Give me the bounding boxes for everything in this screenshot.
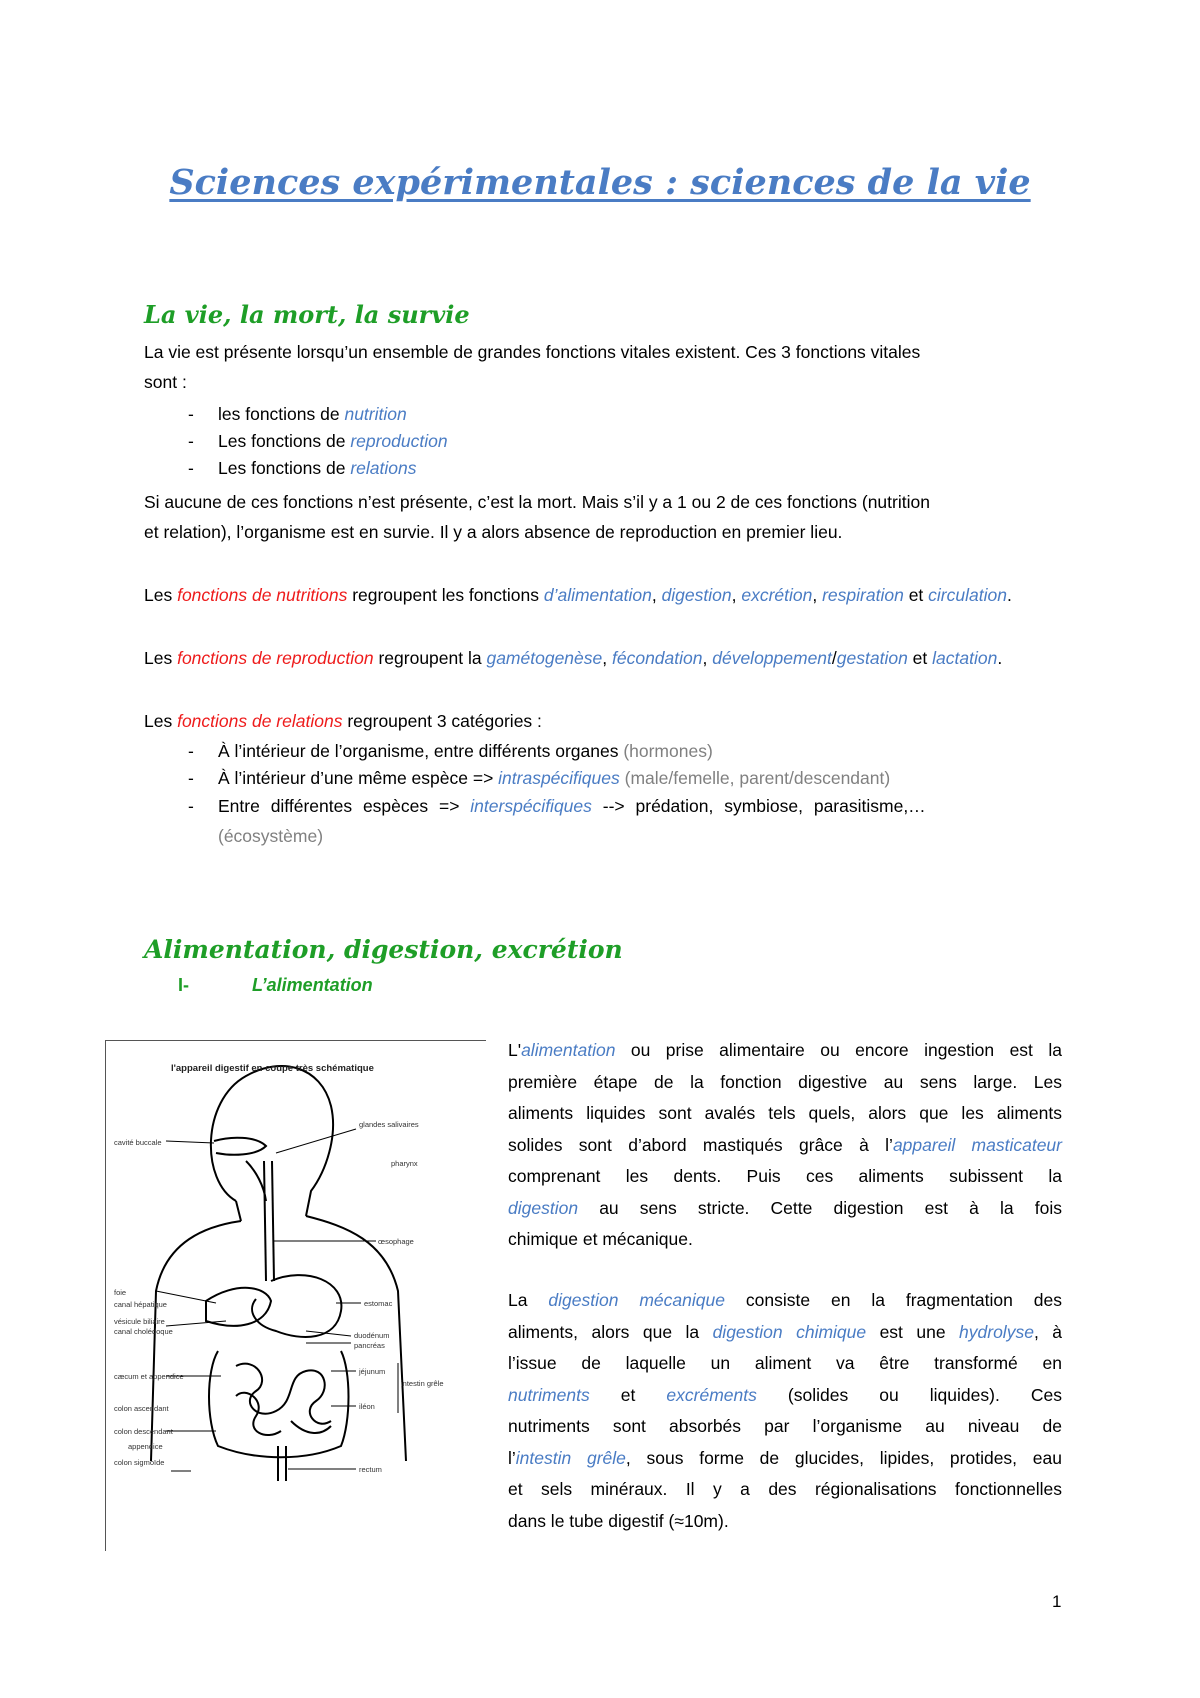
intro-paragraph: [144, 337, 1062, 397]
text: l’issue de laquelle un aliment va être transformé en: [508, 1353, 1062, 1373]
subsection-title: L’alimentation: [252, 975, 373, 995]
svg-text:vésicule biliaire: vésicule biliaire: [114, 1317, 165, 1326]
paragraph-line: [508, 1348, 1062, 1380]
text: ou prise alimentaire ou encore ingestion est la: [615, 1040, 1062, 1060]
death-paragraph: [144, 487, 1062, 547]
list-item-nutrition: les fonctions de nutrition: [218, 404, 407, 424]
paragraph-line: [508, 1506, 1062, 1538]
svg-text:cæcum et appendice: cæcum et appendice: [114, 1372, 184, 1381]
list-item-reproduction: Les fonctions de reproduction: [218, 431, 448, 451]
page-number: 1: [1052, 1592, 1062, 1611]
digestion-paragraph: [508, 1285, 1062, 1537]
text: et: [589, 1384, 667, 1405]
svg-text:œsophage: œsophage: [378, 1237, 414, 1246]
text: aliments, alors que la: [508, 1321, 713, 1342]
svg-text:rectum: rectum: [359, 1465, 382, 1474]
term: intestin grêle: [515, 1447, 626, 1468]
paragraph-line: [508, 1474, 1062, 1506]
term: digestion chimique: [712, 1321, 867, 1342]
paragraph-line: [508, 1035, 1062, 1067]
svg-text:pancréas: pancréas: [354, 1341, 385, 1350]
svg-text:colon descendant: colon descendant: [114, 1427, 173, 1436]
svg-text:pharynx: pharynx: [391, 1159, 418, 1168]
digestive-system-figure: [105, 1040, 486, 1551]
relations-item-inter-ecosysteme: (écosystème): [218, 826, 324, 846]
svg-text:iléon: iléon: [359, 1402, 375, 1411]
text: et sels minéraux. Il y a des régionalisations fonctionnelles: [508, 1479, 1062, 1499]
relations-item-intra: À l’intérieur d’une même espèce => intraspécifiques (male/femelle, parent/descendant): [218, 768, 891, 788]
nutrition-paragraph: Les fonctions de nutritions regroupent les fonctions d’alimentation, digestion, excrétion, respiration et circulation.: [144, 585, 1012, 605]
text: , à: [1033, 1321, 1062, 1342]
intro-line-1: La vie est présente lorsqu’un ensemble de grandes fonctions vitales existent. Ces 3 fonctions vitales: [144, 342, 921, 362]
term: alimentation: [521, 1040, 616, 1060]
paragraph-line: [508, 1380, 1062, 1412]
subsection-number: I-: [178, 975, 189, 995]
svg-text:canal hépatique: canal hépatique: [114, 1300, 167, 1309]
text: comprenant les dents. Puis ces aliments subissent la: [508, 1166, 1062, 1186]
text: La: [508, 1290, 549, 1310]
paragraph-line: [508, 1067, 1062, 1099]
section-heading-vie: La vie, la mort, la survie: [144, 300, 470, 329]
text: (solides ou liquides). Ces: [756, 1384, 1062, 1405]
paragraph-line: [508, 1098, 1062, 1130]
list-dash: -: [188, 741, 194, 761]
svg-text:canal cholédoque: canal cholédoque: [114, 1327, 173, 1336]
death-line-2: et relation), l’organisme est en survie. Il y a alors absence de reproduction en premier lieu.: [144, 522, 843, 542]
list-dash: -: [188, 796, 194, 816]
text: L': [508, 1040, 522, 1060]
paragraph-line: [508, 1130, 1062, 1162]
death-line-1: Si aucune de ces fonctions n’est présente, c’est la mort. Mais s’il y a 1 ou 2 de ces fonctions (nutrition: [144, 492, 930, 512]
term: digestion: [508, 1197, 579, 1218]
list-item-relations: Les fonctions de relations: [218, 458, 417, 478]
intro-line-2: sont :: [144, 372, 187, 392]
text: , sous forme de glucides, lipides, protides, eau: [625, 1447, 1062, 1468]
svg-text:cavité buccale: cavité buccale: [114, 1138, 162, 1147]
term: digestion mécanique: [548, 1290, 725, 1310]
text: solides sont d’abord mastiqués grâce à l’: [508, 1134, 893, 1155]
reproduction-paragraph: Les fonctions de reproduction regroupent la gamétogenèse, fécondation, développement/gestation et lactation.: [144, 648, 1003, 668]
figure-caption: l'appareil digestif en coupe très schématique: [171, 1063, 374, 1074]
relations-item-organisme: À l’intérieur de l’organisme, entre différents organes (hormones): [218, 741, 713, 761]
svg-text:colon sigmoïde: colon sigmoïde: [114, 1458, 165, 1467]
term: nutriments: [508, 1384, 590, 1405]
paragraph-line: [508, 1285, 1062, 1317]
text: consiste en la fragmentation des: [724, 1290, 1062, 1310]
svg-text:glandes salivaires: glandes salivaires: [359, 1120, 419, 1129]
page-title: Sciences expérimentales : sciences de la vie: [169, 162, 1031, 203]
text: nutriments sont absorbés par l’organisme au niveau de: [508, 1416, 1062, 1436]
paragraph-line: [508, 1443, 1062, 1475]
svg-text:jéjunum: jéjunum: [359, 1367, 386, 1376]
svg-text:foie: foie: [114, 1288, 127, 1297]
term: hydrolyse: [959, 1321, 1034, 1342]
text: chimique et mécanique.: [508, 1229, 693, 1249]
list-dash: -: [188, 404, 194, 424]
svg-text:intestin grêle: intestin grêle: [401, 1379, 444, 1388]
paragraph-line: [508, 1224, 1062, 1256]
text: aliments liquides sont avalés tels quels, alors que les aliments: [508, 1103, 1062, 1123]
alimentation-paragraph: [508, 1035, 1062, 1256]
list-dash: -: [188, 768, 194, 788]
text: l’: [508, 1447, 516, 1468]
section-heading-alimentation: Alimentation, digestion, excrétion: [144, 935, 623, 964]
relations-item-inter: Entre différentes espèces => interspécifiques --> prédation, symbiose, parasitisme,…: [218, 796, 926, 816]
text: dans le tube digestif (≈10m).: [508, 1510, 729, 1531]
term: excréments: [666, 1384, 757, 1405]
svg-text:appendice: appendice: [128, 1442, 163, 1451]
text: première étape de la fonction digestive au sens large. Les: [508, 1071, 1062, 1092]
paragraph-line: [508, 1193, 1062, 1225]
paragraph-line: [508, 1411, 1062, 1443]
svg-text:duodénum: duodénum: [354, 1331, 390, 1340]
text: est une: [866, 1321, 960, 1342]
svg-text:colon ascendant: colon ascendant: [114, 1404, 169, 1413]
term: appareil masticateur: [892, 1134, 1062, 1155]
digestive-system-diagram: [106, 1041, 486, 1551]
list-dash: -: [188, 431, 194, 451]
svg-text:estomac: estomac: [364, 1299, 393, 1308]
text: au sens stricte. Cette digestion est à la fois: [578, 1197, 1062, 1218]
relations-paragraph: Les fonctions de relations regroupent 3 catégories :: [144, 711, 542, 731]
list-dash: -: [188, 458, 194, 478]
paragraph-line: [508, 1317, 1062, 1349]
paragraph-line: [508, 1161, 1062, 1193]
